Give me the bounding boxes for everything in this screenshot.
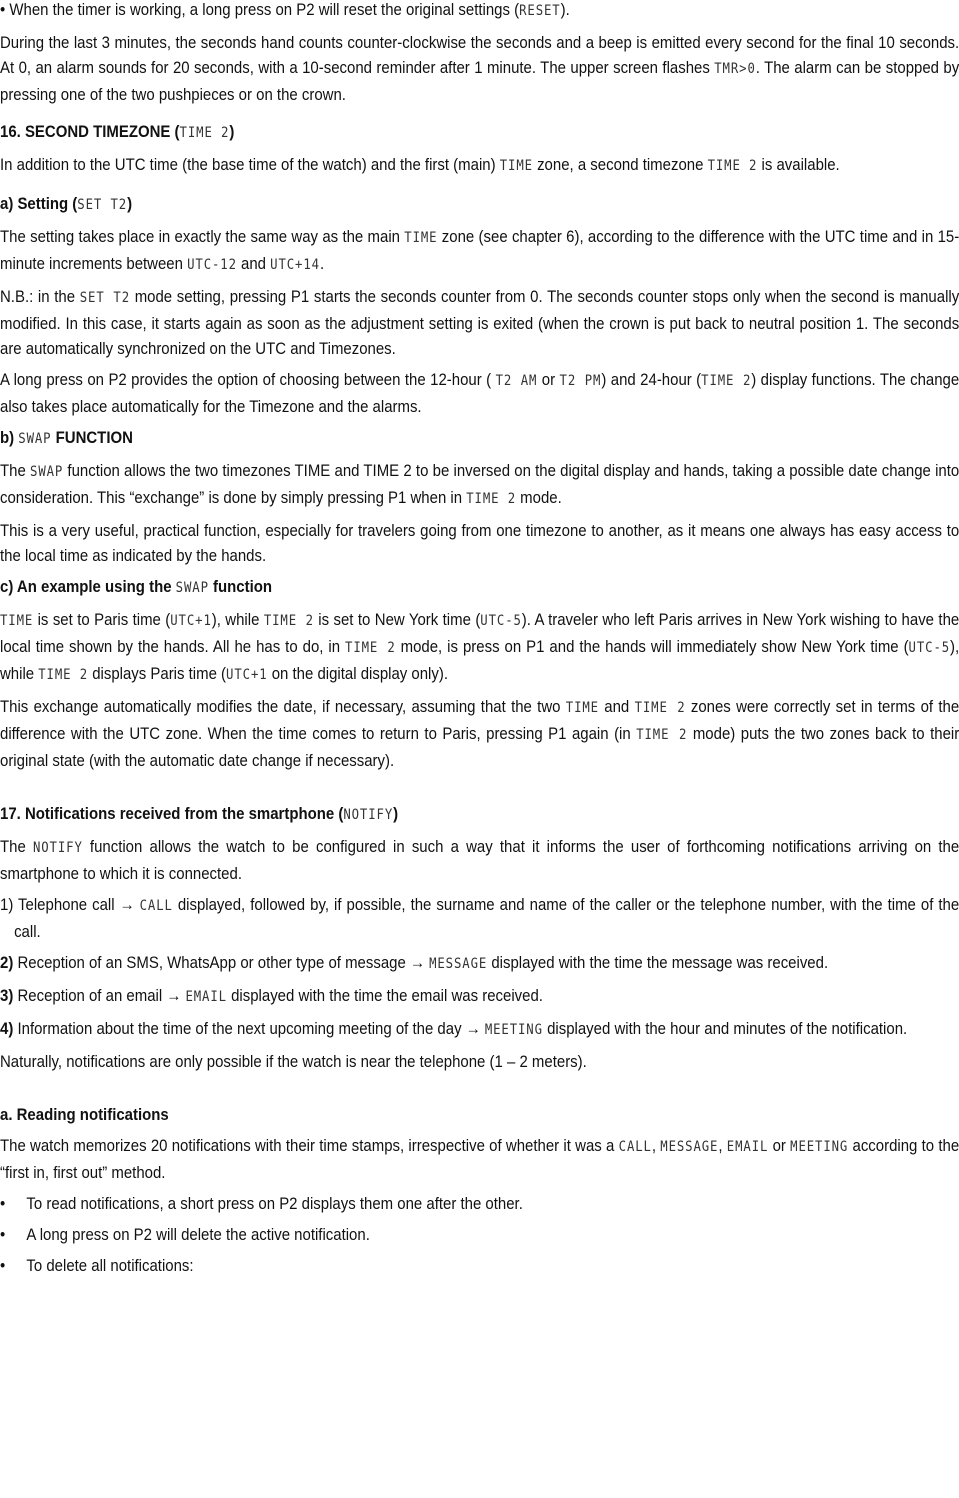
heading-swap-example: c) An example using the SWAP function [0, 577, 273, 596]
list-item: • To delete all notifications: [0, 1253, 959, 1278]
long-press-paragraph: A long press on P2 provides the option of choosing between the 12-hour ( T2 AM or T2 PM) and 24-hour (TIME 2) display functions. The change also takes place automatically for the Timezone and the alarms. [0, 370, 959, 416]
heading-notifications: 17. Notifications received from the smartphone (NOTIFY) [0, 804, 399, 823]
bullet-icon: • [0, 1194, 6, 1213]
swap-paragraph: The SWAP function allows the two timezones TIME and TIME 2 to be inversed on the digital display and hands, taking a possible date change into consideration. This “exchange” is done by simply pressing P1 when in TIME 2 mode. [0, 461, 959, 507]
heading-setting: a) Setting (SET T2) [0, 194, 133, 213]
heading-reading-notifications: a. Reading notifications [0, 1105, 169, 1124]
list-item: 2) Reception of an SMS, WhatsApp or other type of message → MESSAGE displayed with the time the message was received. [0, 953, 829, 972]
list-item: 1) Telephone call → CALL displayed, followed by, if possible, the surname and name of the caller or the telephone number, with the time of the call. [0, 895, 959, 941]
timezone-intro-paragraph: In addition to the UTC time (the base time of the watch) and the first (main) TIME zone, a second timezone TIME 2 is available. [0, 155, 840, 174]
exchange-paragraph: This exchange automatically modifies the date, if necessary, assuming that the two TIME and TIME 2 zones were correctly set in terms of the difference with the UTC zone. When the time comes to return to Paris, pressing P1 again (in TIME 2 mode) puts the two zones back to their original state (with the automatic date change if necessary). [0, 697, 959, 770]
nb-paragraph: N.B.: in the SET T2 mode setting, pressing P1 starts the seconds counter from 0. The seconds counter stops only when the second is manually modified. In this case, it starts again as soon as the adjustment setting is exited (when the crown is put back to neutral position 1. The seconds are automatically synchronized on the UTC and Timezones. [0, 287, 959, 358]
proximity-paragraph: Naturally, notifications are only possible if the watch is near the telephone (1 – 2 meters). [0, 1052, 587, 1071]
timer-reset-line: • When the timer is working, a long press on P2 will reset the original settings (RESET). [0, 0, 570, 19]
list-item: 4) Information about the time of the next upcoming meeting of the day → MEETING displayed with the hour and minutes of the notification. [0, 1019, 908, 1038]
example-paragraph: TIME is set to Paris time (UTC+1), while TIME 2 is set to New York time (UTC-5). A traveler who left Paris arrives in New York wishing to have the local time shown by the hands. All he has to do, in TIME 2 mode, is press on P1 and the hands will immediately show New York time (UTC-5), while TIME 2 displays Paris time (UTC+1 on the digital display only). [0, 610, 959, 683]
timer-paragraph: During the last 3 minutes, the seconds hand counts counter-clockwise the seconds and a beep is emitted every second for the final 10 seconds. At 0, an alarm sounds for 20 seconds, with a 10-second reminder after 1 minute. The upper screen flashes TMR>0. The alarm can be stopped by pressing one of the two pushpieces or on the crown. [0, 33, 959, 104]
heading-swap-function: b) SWAP FUNCTION [0, 428, 133, 447]
bullet-icon: • [0, 1225, 6, 1244]
setting-paragraph: The setting takes place in exactly the same way as the main TIME zone (see chapter 6), according to the difference with the UTC time and in 15-minute increments between UTC-12 and UTC+14. [0, 227, 959, 273]
notify-paragraph: The NOTIFY function allows the watch to be configured in such a way that it informs the user of forthcoming notifications arriving on the smartphone to which it is connected. [0, 837, 959, 883]
list-item: • To read notifications, a short press on P2 displays them one after the other. [0, 1191, 959, 1216]
list-item: 3) Reception of an email → EMAIL displayed with the time the email was received. [0, 986, 543, 1005]
list-item: • A long press on P2 will delete the active notification. [0, 1222, 959, 1247]
heading-second-timezone: 16. SECOND TIMEZONE (TIME 2) [0, 122, 235, 141]
travelers-paragraph: This is a very useful, practical function, especially for travelers going from one timezone to another, as it means one always has easy access to the local time as indicated by the hands. [0, 521, 959, 565]
bullet-icon: • [0, 1256, 6, 1275]
memorize-paragraph: The watch memorizes 20 notifications with their time stamps, irrespective of whether it was a CALL, MESSAGE, EMAIL or MEETING according to the “first in, first out” method. [0, 1136, 959, 1182]
